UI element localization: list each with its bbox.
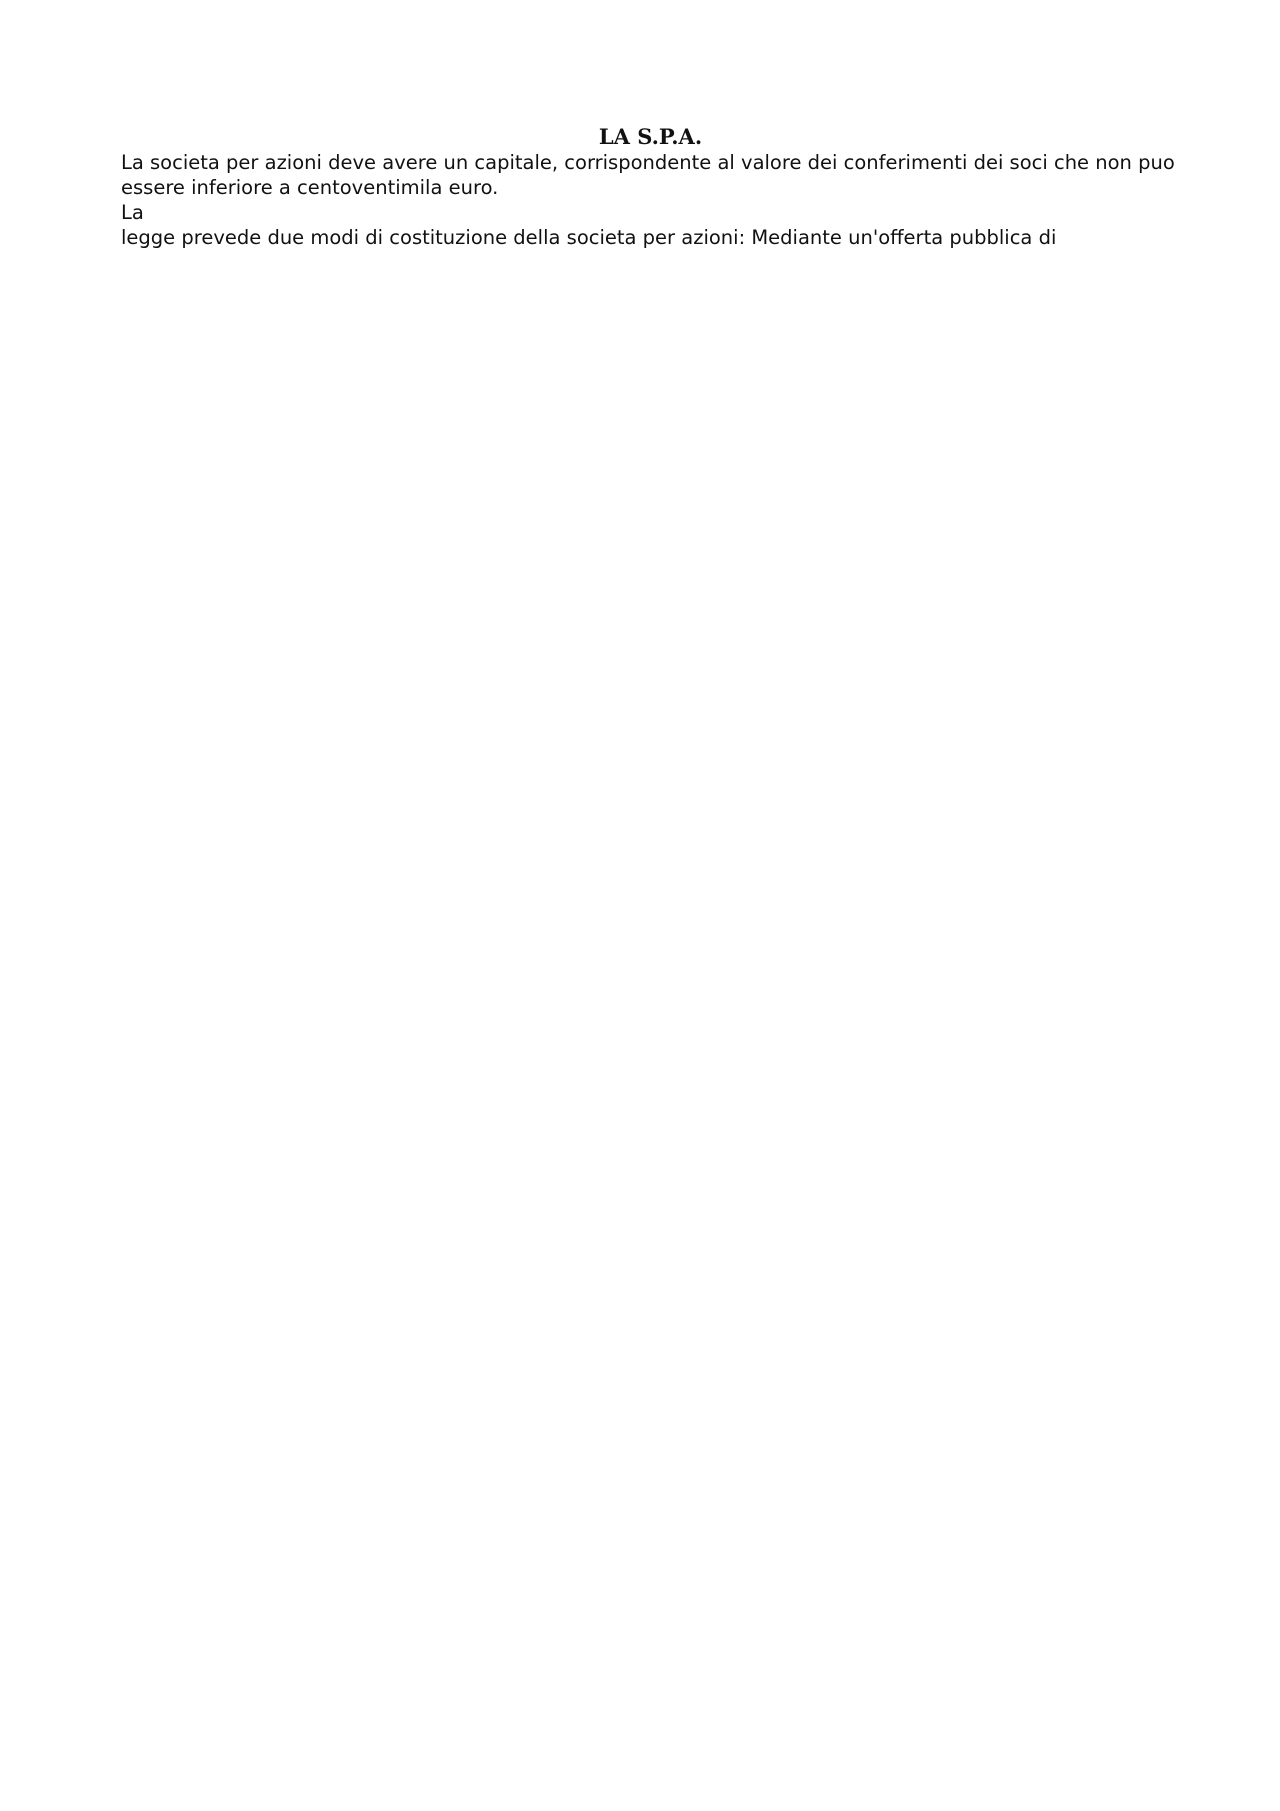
body-line: legge prevede due modi di costituzione della societa per azioni: Mediante un'offerta pubblica di [121,226,1057,249]
document-title: LA S.P.A. [598,124,703,149]
body-line [121,250,1180,275]
body-line [121,275,1180,300]
body-line: La [121,201,144,224]
body-line [121,300,1180,325]
body-line: essere inferiore a centoventimila euro. [121,176,499,199]
body-line [121,325,1180,350]
body-line: La societa per azioni deve avere un capitale, corrispondente al valore dei conferimenti dei soci che non puo [121,151,1175,174]
document-body [121,150,1180,350]
